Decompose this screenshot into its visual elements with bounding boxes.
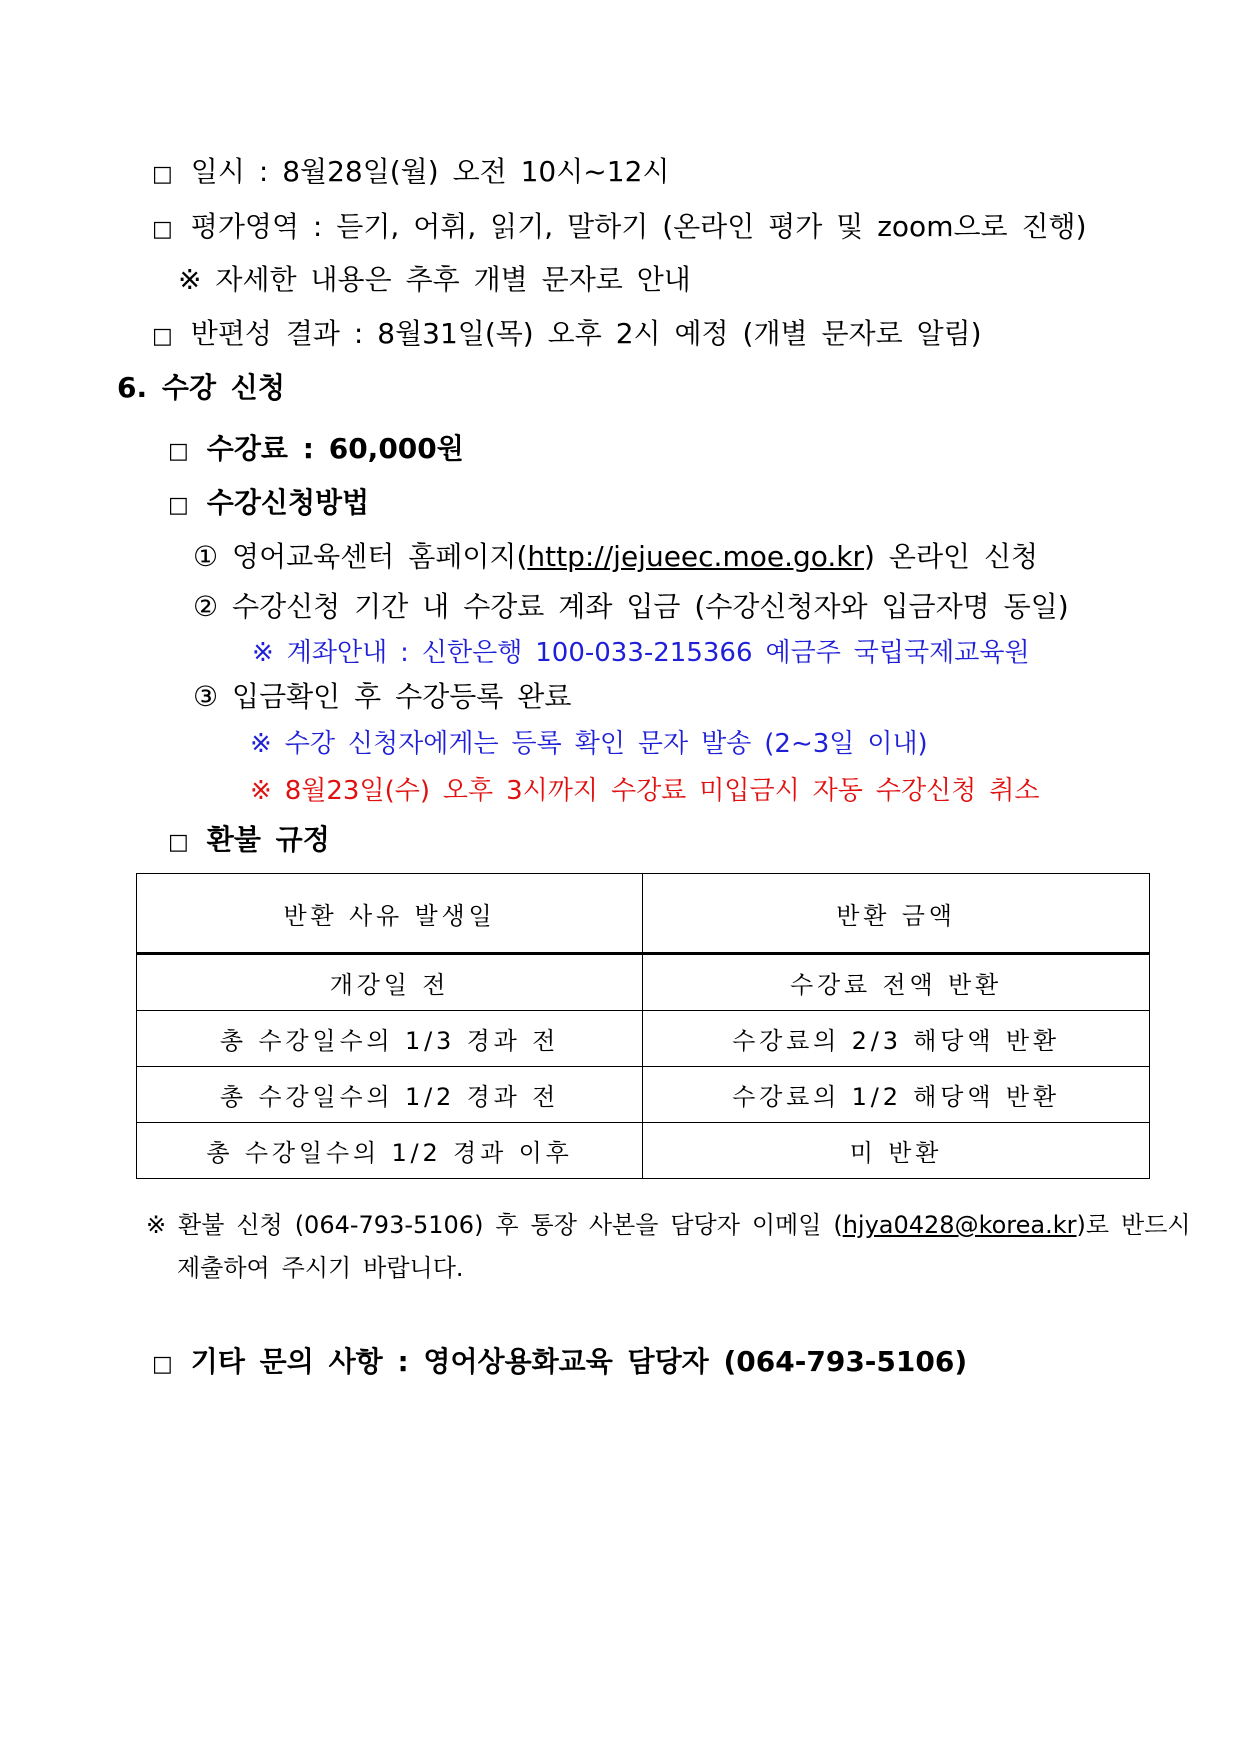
step-2: ② 수강신청 기간 내 수강료 계좌 입금 (수강신청자와 입금자명 동일) bbox=[193, 590, 1069, 623]
table-row bbox=[137, 1123, 1150, 1179]
square-bullet-icon: □ bbox=[168, 830, 189, 855]
method-heading-text: 수강신청방법 bbox=[206, 486, 370, 519]
refund-note-line-1 bbox=[146, 1205, 1191, 1240]
table-row bbox=[137, 954, 1150, 1011]
account-note: ※ 계좌안내 : 신한은행 100-033-215366 예금주 국립국제교육원 bbox=[252, 638, 1030, 668]
schedule-date bbox=[152, 150, 669, 190]
step-1-suffix: ) 온라인 신청 bbox=[864, 540, 1039, 573]
square-bullet-icon: □ bbox=[152, 162, 173, 187]
refund-note-suffix: )로 반드시 bbox=[1076, 1211, 1191, 1239]
refund-note-prefix: ※ 환불 신청 (064-793-5106) 후 통장 사본을 담당자 이메일 ( bbox=[146, 1211, 843, 1239]
square-bullet-icon: □ bbox=[168, 439, 189, 464]
table-cell: 개강일 전 bbox=[137, 954, 643, 1011]
table-cell: 총 수강일수의 1/3 경과 전 bbox=[137, 1011, 643, 1067]
table-row bbox=[137, 1011, 1150, 1067]
schedule-area bbox=[152, 205, 1087, 245]
contact-line bbox=[152, 1340, 967, 1380]
refund-note-line-2: 제출하여 주시기 바랍니다. bbox=[177, 1254, 464, 1282]
table-cell: 미 반환 bbox=[643, 1123, 1150, 1179]
table-header-row bbox=[137, 874, 1150, 954]
schedule-area-text: 평가영역 : 듣기, 어휘, 읽기, 말하기 (온라인 평가 및 zoom으로 진행) bbox=[190, 210, 1087, 243]
schedule-result bbox=[152, 312, 982, 352]
table-row bbox=[137, 1067, 1150, 1123]
table-cell: 수강료 전액 반환 bbox=[643, 954, 1150, 1011]
refund-table bbox=[136, 873, 1150, 1179]
step-1-prefix: ① 영어교육센터 홈페이지( bbox=[193, 540, 528, 573]
square-bullet-icon: □ bbox=[168, 493, 189, 518]
table-cell: 총 수강일수의 1/2 경과 이후 bbox=[137, 1123, 643, 1179]
step-1 bbox=[193, 535, 1038, 575]
square-bullet-icon: □ bbox=[152, 217, 173, 242]
table-cell: 총 수강일수의 1/2 경과 전 bbox=[137, 1067, 643, 1123]
contact-text: 기타 문의 사항 : 영어상용화교육 담당자 (064-793-5106) bbox=[190, 1345, 968, 1378]
contact-email-link[interactable]: hjya0428@korea.kr bbox=[842, 1211, 1077, 1239]
header-cell-refund-amount: 반환 금액 bbox=[643, 874, 1150, 954]
section-heading: 6. 수강 신청 bbox=[117, 371, 285, 404]
square-bullet-icon: □ bbox=[152, 324, 173, 349]
schedule-detail-note: ※ 자세한 내용은 추후 개별 문자로 안내 bbox=[178, 263, 691, 296]
method-heading bbox=[168, 481, 369, 521]
fee-text: 수강료 : 60,000원 bbox=[206, 432, 464, 465]
table-cell: 수강료의 2/3 해당액 반환 bbox=[643, 1011, 1150, 1067]
table-cell: 수강료의 1/2 해당액 반환 bbox=[643, 1067, 1150, 1123]
sms-note: ※ 수강 신청자에게는 등록 확인 문자 발송 (2∼3일 이내) bbox=[250, 729, 928, 759]
refund-heading-text: 환불 규정 bbox=[206, 823, 330, 856]
fee-line bbox=[168, 427, 464, 467]
homepage-link[interactable]: http://jejueec.moe.go.kr bbox=[527, 540, 865, 573]
square-bullet-icon: □ bbox=[152, 1352, 173, 1377]
deadline-note: ※ 8월23일(수) 오후 3시까지 수강료 미입금시 자동 수강신청 취소 bbox=[250, 776, 1040, 806]
step-3: ③ 입금확인 후 수강등록 완료 bbox=[193, 680, 572, 713]
schedule-date-text: 일시 : 8월28일(월) 오전 10시~12시 bbox=[190, 155, 670, 188]
schedule-result-text: 반편성 결과 : 8월31일(목) 오후 2시 예정 (개별 문자로 알림) bbox=[190, 317, 982, 350]
refund-heading bbox=[168, 818, 330, 858]
header-cell-reason-date: 반환 사유 발생일 bbox=[137, 874, 643, 954]
